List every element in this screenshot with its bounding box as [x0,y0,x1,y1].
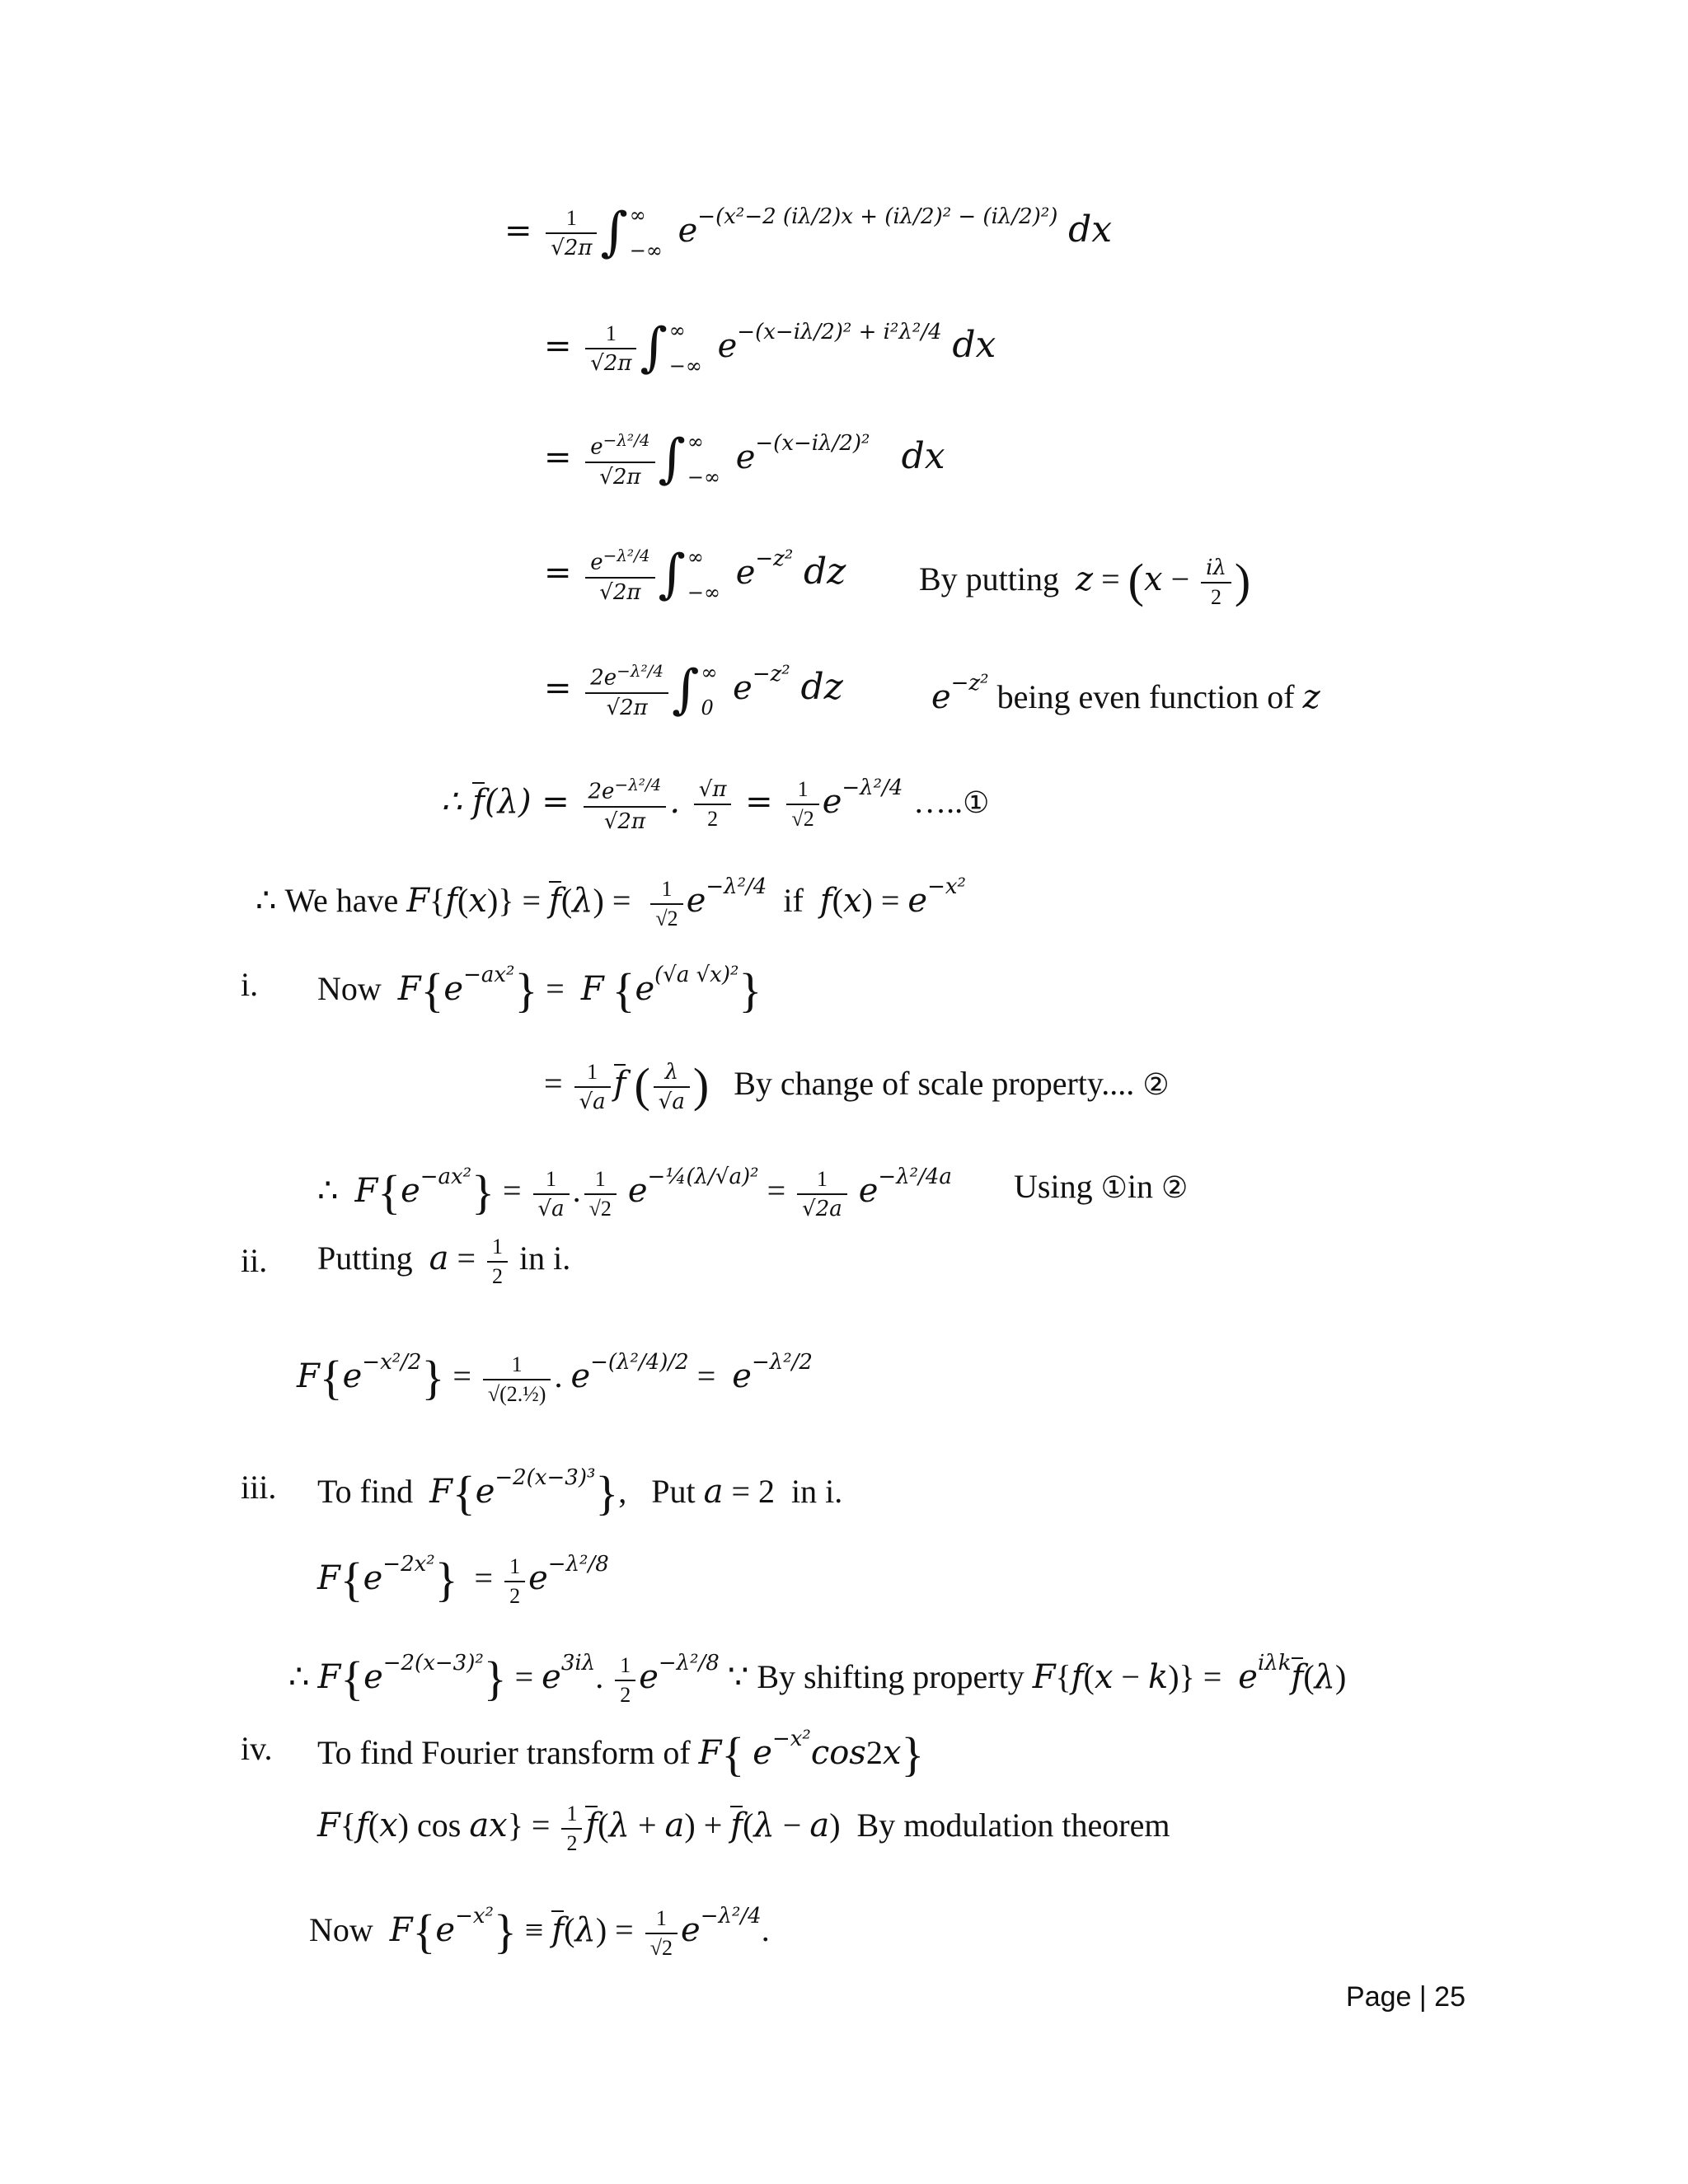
roman-ii: ii. [241,1242,268,1279]
equation-line-4: = $\frac{e^{-\lambda^2/4}}{√2\pi}$ ∫ ∞ −∞ $e^{-z^2}$ dz [544,544,846,606]
equation-line-13: To find $F\{e^{-2(x-3)^3}\}$, Put a = 2 in i. [317,1465,843,1520]
page-number: Page | 25 [1346,1981,1465,2013]
equation-line-9: = $\frac{1}{√a}$ f ( $\frac{\lambda}{√a}$ ) By change of scale property.... ② [544,1058,1170,1114]
equation-line-5: = $\frac{2e^{-\lambda^2/4}}{√2\pi}$ ∫ ∞ 0 $e^{-z^2}$ dz [544,659,843,721]
roman-iii: iii. [241,1469,277,1506]
roman-iv: iv. [241,1730,273,1767]
equation-line-15: ∴ $F\{e^{-2(x-3)^2}\} = e^{3i\lambda}$. $\frac{1}{2}$ $e^{-\lambda^2/8}$ ∵ By shifting property $F\{f(x - k)\} = e^{i\lambda k}f(\lambda)$ [288,1651,1347,1707]
equation-line-1: = $\frac{1}{√2\pi}$ ∫ ∞ −∞ $e^{-(x^2-2 (i\lambda/2)x + (i\lambda/2)^2 - (i\lambda/2)^2)}$ dx [504,202,1113,264]
equation-line-3: = $\frac{e^{-\lambda^2/4}}{√2\pi}$ ∫ ∞ −∞ $e^{-(x-i\lambda/2)^2}$ dx [544,429,945,490]
roman-i: i. [241,966,259,1003]
equation-line-10: ∴ $F\{e^{-ax^2}\}$ = $\frac{1}{√a}$ . $\frac{1}{√2}$ $e^{-\frac{1}{4}(\lambda/√a)^2}$ = $\frac{1}{√2a}$ $e^{-\lambda^2/4a}$ [317,1165,952,1221]
equation-line-18: Now $F\{e^{-x^2}\} \equiv f(\lambda)$ = $\frac{1}{√2}$ $e^{-\lambda^2/4}$. [309,1904,770,1960]
equation-line-16: To find Fourier transform of F{ $e^{-x^2}\cos 2x$} [317,1727,925,1781]
note-using: Using ①in ② [1014,1168,1189,1205]
equation-line-14: $F\{e^{-2x^2}\}$ = $\frac{1}{2}$ $e^{-\lambda^2/8}$ [317,1552,609,1608]
equation-line-17: F{f(x) cos ax} = $\frac{1}{2}$ f(λ + a) + f(λ − a) By modulation theorem [317,1802,1170,1855]
equation-line-12: $F\{e^{-x^2/2}\}$ = $\frac{1}{\text{√(2.½)}}$ . $e^{-(\lambda^2/4)/2} = e^{-\lambda^2/2}$ [297,1350,813,1406]
note-even-function: $e^{-z^2}$ being even function of z [931,671,1320,716]
equation-line-7: ∴ We have F{f(x)} = f(λ) = $\frac{1}{√2}$ $e^{-\lambda^2/4}$ if $f(x) = e^{-x^2}$ [256,874,966,930]
note-substitution: By putting z = (x − $\frac{i\lambda}{2}$ ) [919,554,1251,609]
equation-line-11: Putting a = $\frac{1}{2}$ in i. [317,1235,571,1288]
equation-line-8: Now $F\{e^{-ax^2}\} = F$ $\{e^{(√a √x)^2}\}$ [317,963,762,1017]
equation-line-6: ∴ f(λ) = $\frac{2e^{-\lambda^2/4}}{√2\pi}$ . $\frac{√\pi}{2}$ = $\frac{1}{√2}$ $e^{-\lambda^2/4}$ …..① [441,775,990,834]
equation-line-2: = $\frac{1}{√2\pi}$ ∫ ∞ −∞ $e^{-(x-i\lambda/2)^2 + i^2\lambda^2/4}$ dx [544,317,996,379]
